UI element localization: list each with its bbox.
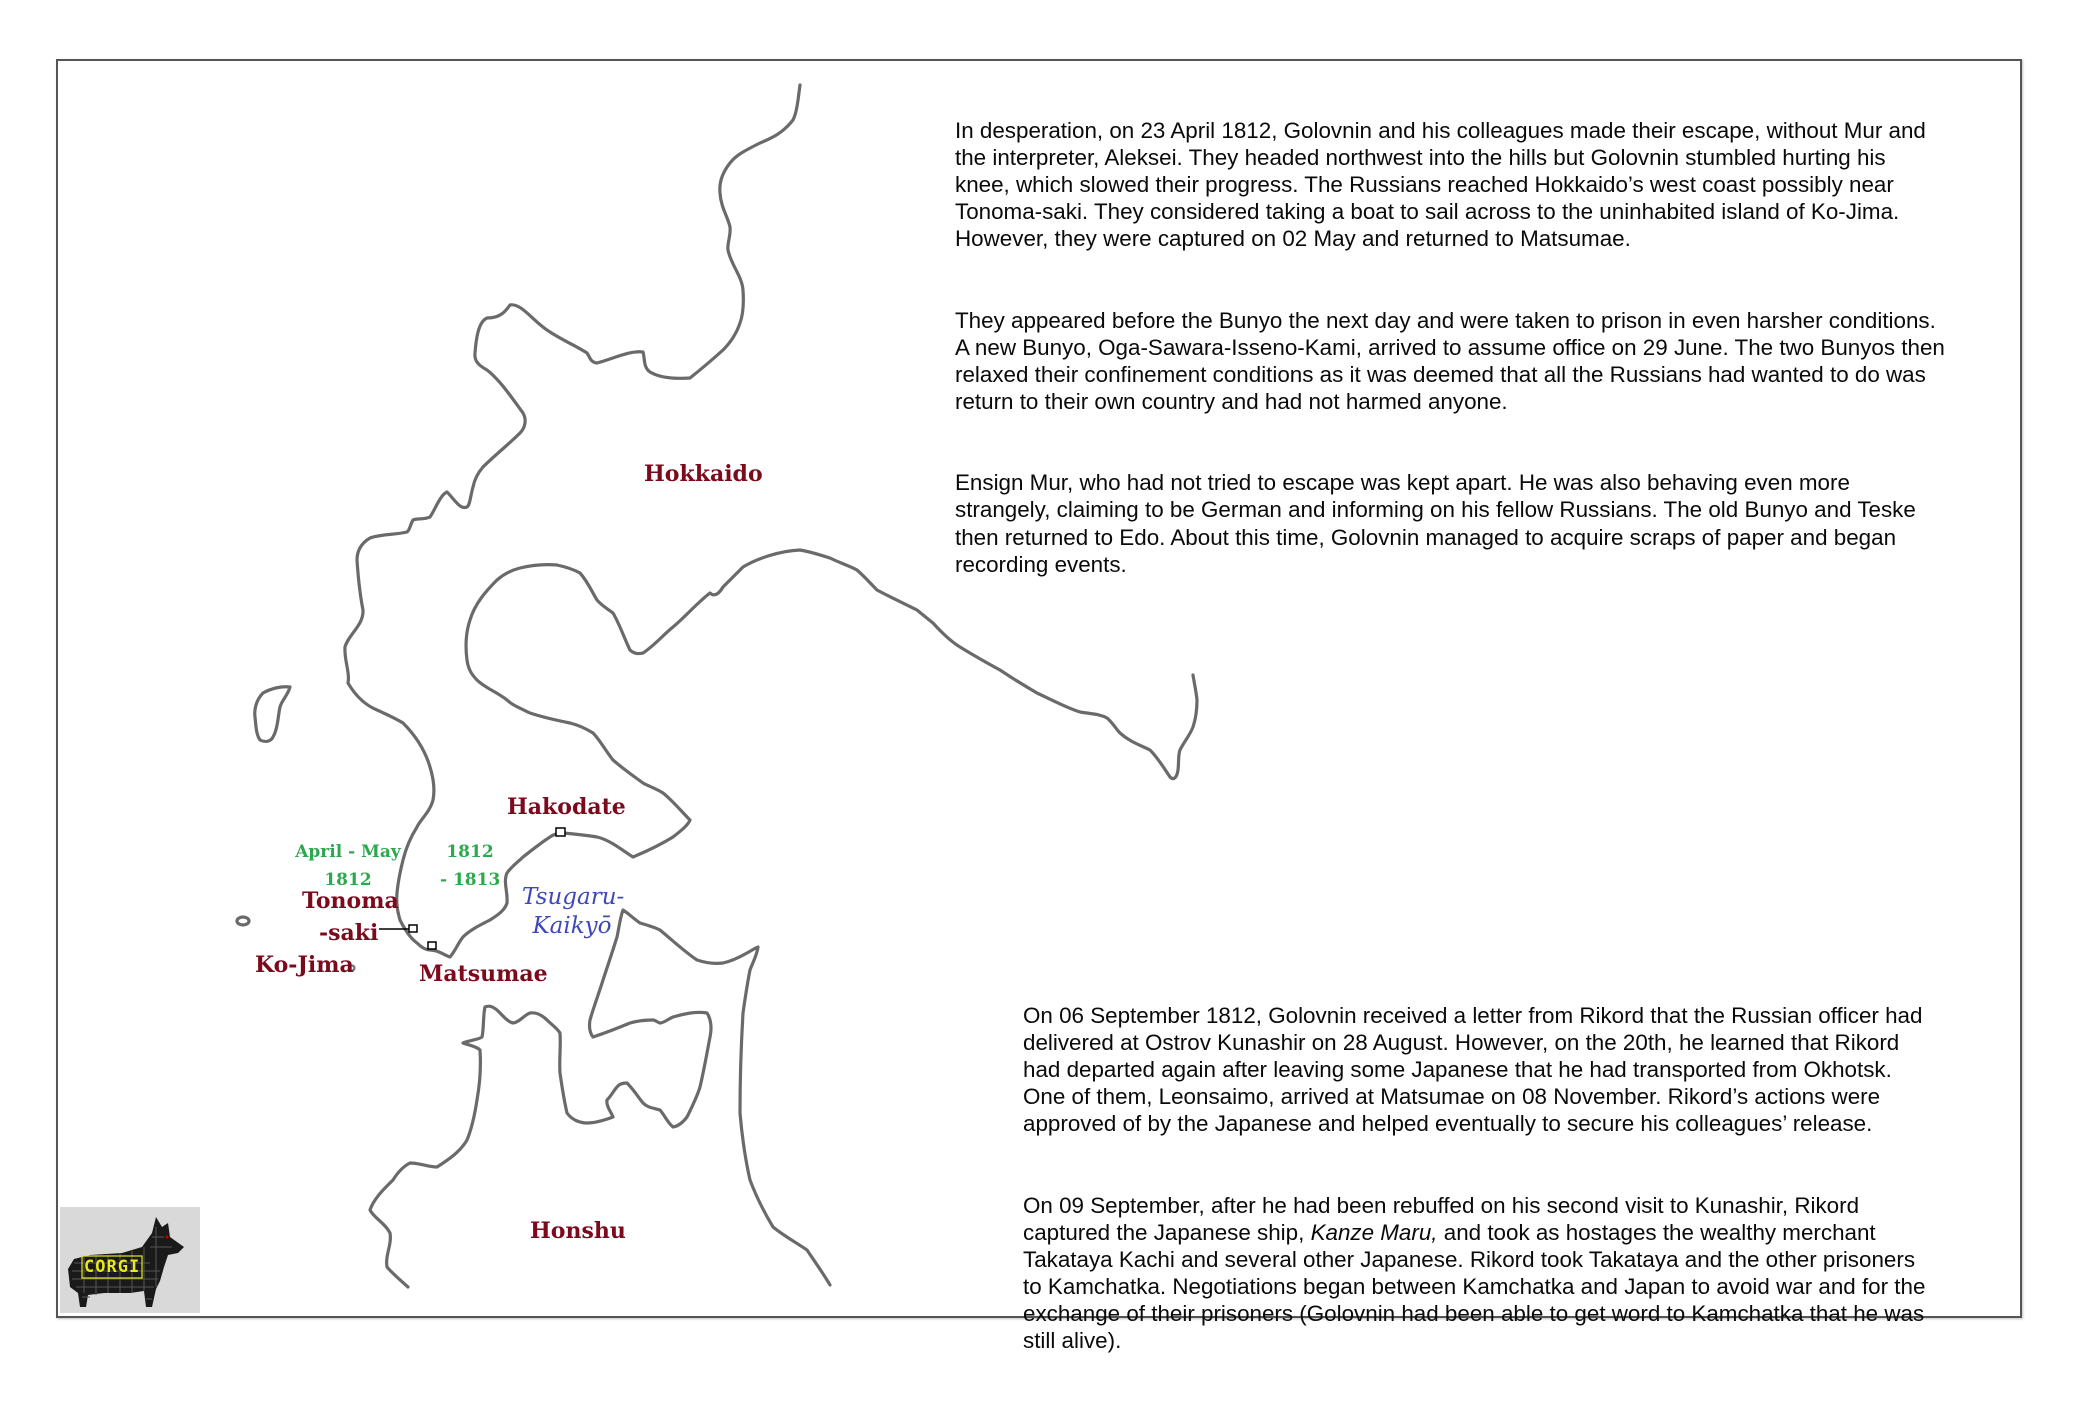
label-tsugaru-strait <box>522 883 625 941</box>
corgi-logo <box>60 1207 200 1313</box>
label-honshu: Honshu <box>530 1218 626 1244</box>
paragraph: They appeared before the Bunyo the next day and were taken to prison in even harsher conditions. A new Bunyo, Oga-Sawara-Isseno-Kami, arrived to assume office on 29 June. The two Bunyos then relaxed their confinement conditions as it was deemed that all the Russians had wanted to do was return to their own country and had not harmed anyone. <box>955 307 1945 415</box>
label-hokkaido: Hokkaido <box>644 461 763 487</box>
label-matsumae: Matsumae <box>419 961 548 987</box>
island-west <box>255 687 290 742</box>
hakodate-marker <box>556 828 565 836</box>
label-hakodate: Hakodate <box>507 794 626 820</box>
paragraph: On 06 September 1812, Golovnin received a letter from Rikord that the Russian officer had delivered at Ostrov Kunashir on 28 August. However, on the 20th, he learned that Rikord had departed again after leaving some Japanese that he had transported from Okhotsk. One of them, Leonsaimo, arrived at Matsumae on 08 November. Rikord’s actions were approved of by the Japanese and helped eventually to secure his colleagues’ release. <box>1023 1003 1923 1137</box>
text-run: On 09 September, after he had been rebuffed on his second visit to Kunashir, Rikord captured the Japanese ship, <box>1023 1192 1860 1245</box>
label-tonoma-line1: Tonoma <box>302 888 399 914</box>
date-captivity-line2: - 1813 <box>440 870 501 890</box>
ship-name: Kanze Maru, <box>1310 1219 1438 1245</box>
paragraph: In desperation, on 23 April 1812, Golovnin and his colleagues made their escape, without Mur and the interpreter, Aleksei. They headed northwest into the hills but Golovnin stumbled hurting his knee, which slowed their progress. The Russians reached Hokkaido’s west coast possibly near Tonoma-saki. They considered taking a boat to sail across to the uninhabited island of Ko-Jima. However, they were captured on 02 May and returned to Matsumae. <box>955 118 1926 252</box>
date-captivity-line1: 1812 <box>446 842 494 862</box>
strait-line1: Tsugaru- <box>522 884 625 910</box>
paragraph: Ensign Mur, who had not tried to escape was kept apart. He was also behaving even more strangely, claiming to be German and informing on his fellow Russians. The old Bunyo and Teske then returned to Edo. About this time, Golovnin managed to acquire scraps of paper and began recording events. <box>955 470 1916 577</box>
label-tonoma-line2: -saki <box>319 920 379 946</box>
islet <box>237 917 249 925</box>
text-run: and took as hostages the wealthy merchant Takataya Kachi and several other Japanese. Rikord took Takataya and the other prisoners to Kamchatka. Negotiations began between Kamchatka and Japan to avoid war and for the exchange of their prisoners (Golovnin had been able to get word to Kamchatka that he was still alive). <box>1023 1219 1926 1354</box>
label-ko-jima: Ko-Jima <box>255 952 354 978</box>
strait-line2: Kaikyō <box>532 913 612 939</box>
matsumae-marker <box>428 942 436 949</box>
narrative-text-top <box>955 90 2015 632</box>
paragraph <box>1023 1192 2018 1355</box>
tonoma-saki-marker <box>409 925 417 932</box>
date-escape-line1: April - May <box>295 842 401 862</box>
logo-text: CORGI <box>84 1257 141 1277</box>
narrative-text-bottom <box>1023 975 2018 1409</box>
label-date-escape <box>294 838 402 894</box>
date-escape-line2: 1812 <box>324 870 372 890</box>
label-date-captivity <box>440 838 500 894</box>
